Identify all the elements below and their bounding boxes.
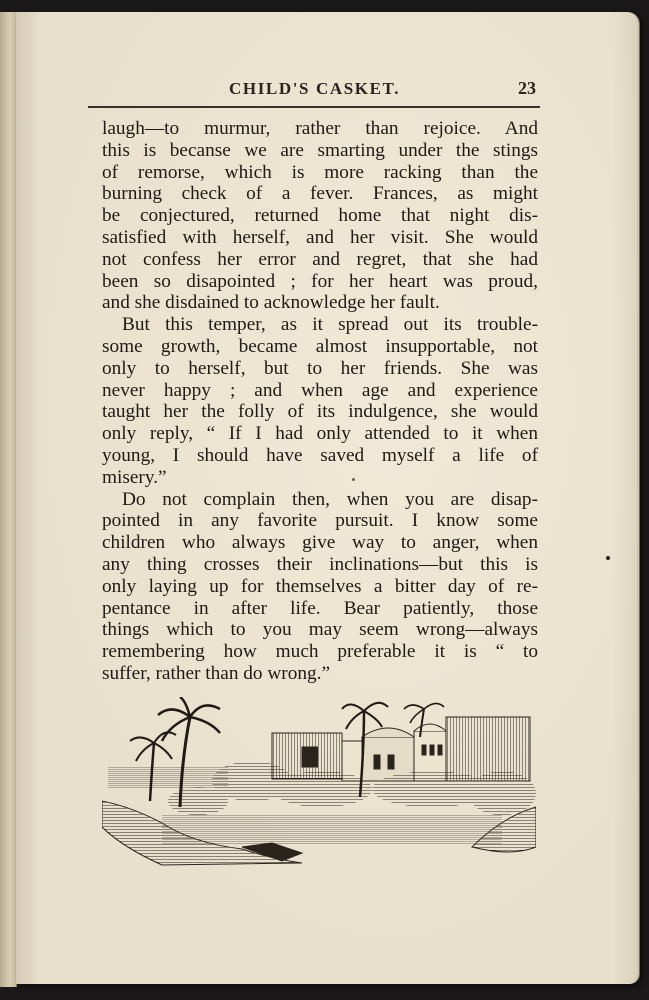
text-line: pointed in any favorite pursuit. I know some — [102, 510, 538, 532]
text-line: taught her the folly of its indulgence, she would — [102, 401, 538, 423]
text-line: this is becanse we are smarting under the stings — [102, 139, 538, 161]
landscape-engraving — [102, 697, 536, 869]
text-line: Do not complain then, when you are disap- — [122, 488, 538, 510]
body-text — [102, 118, 538, 685]
page-number: 23 — [518, 78, 536, 98]
text-line: burning check of a fever. Frances, as might — [102, 183, 538, 205]
text-line: laugh—to murmur, rather than rejoice. And — [102, 118, 538, 139]
text-line: and she disdained to acknowledge her fault. — [102, 292, 440, 314]
distant-wall — [108, 767, 228, 789]
text-line: be conjectured, returned home that night dis- — [102, 205, 538, 227]
text-line: But this temper, as it spread out its trouble- — [122, 314, 538, 336]
text-line: things which to you may seem wrong—always — [102, 619, 538, 641]
text-line: of remorse, which is more racking than the — [102, 161, 538, 183]
text-line: satisfied with herself, and her visit. She would — [102, 226, 538, 248]
running-title: CHILD'S CASKET. — [229, 79, 401, 98]
margin-speck — [352, 478, 355, 481]
text-line: only laying up for themselves a bitter day of re- — [102, 575, 538, 597]
paragraph-3 — [102, 489, 538, 685]
text-line: misery.” — [102, 466, 167, 488]
left-page-edge — [0, 12, 17, 987]
margin-speck — [606, 556, 610, 560]
water — [162, 815, 502, 845]
text-line: young, I should have saved myself a life of — [102, 444, 538, 466]
running-header — [88, 66, 540, 108]
text-line: children who always give way to anger, when — [102, 532, 538, 554]
text-line: any thing crosses their inclinations—but this is — [102, 553, 538, 575]
text-line: never happy ; and when age and experience — [102, 379, 538, 401]
text-line: remembering how much preferable it is “ to — [102, 641, 538, 663]
header-rule — [88, 106, 540, 108]
paragraph-1 — [102, 118, 538, 314]
buildings — [272, 717, 530, 781]
paragraph-2 — [102, 314, 538, 488]
text-line: not confess her error and regret, that she had — [102, 248, 538, 270]
text-line: pentance in after life. Bear patiently, those — [102, 597, 538, 619]
text-line: only to herself, but to her friends. She was — [102, 357, 538, 379]
text-line: suffer, rather than do wrong.” — [102, 662, 331, 684]
text-line: been so disapointed ; for her heart was proud, — [102, 270, 538, 292]
text-line: only reply, “ If I had only attended to it when — [102, 423, 538, 445]
text-line: some growth, became almost insupportable, not — [102, 335, 538, 357]
